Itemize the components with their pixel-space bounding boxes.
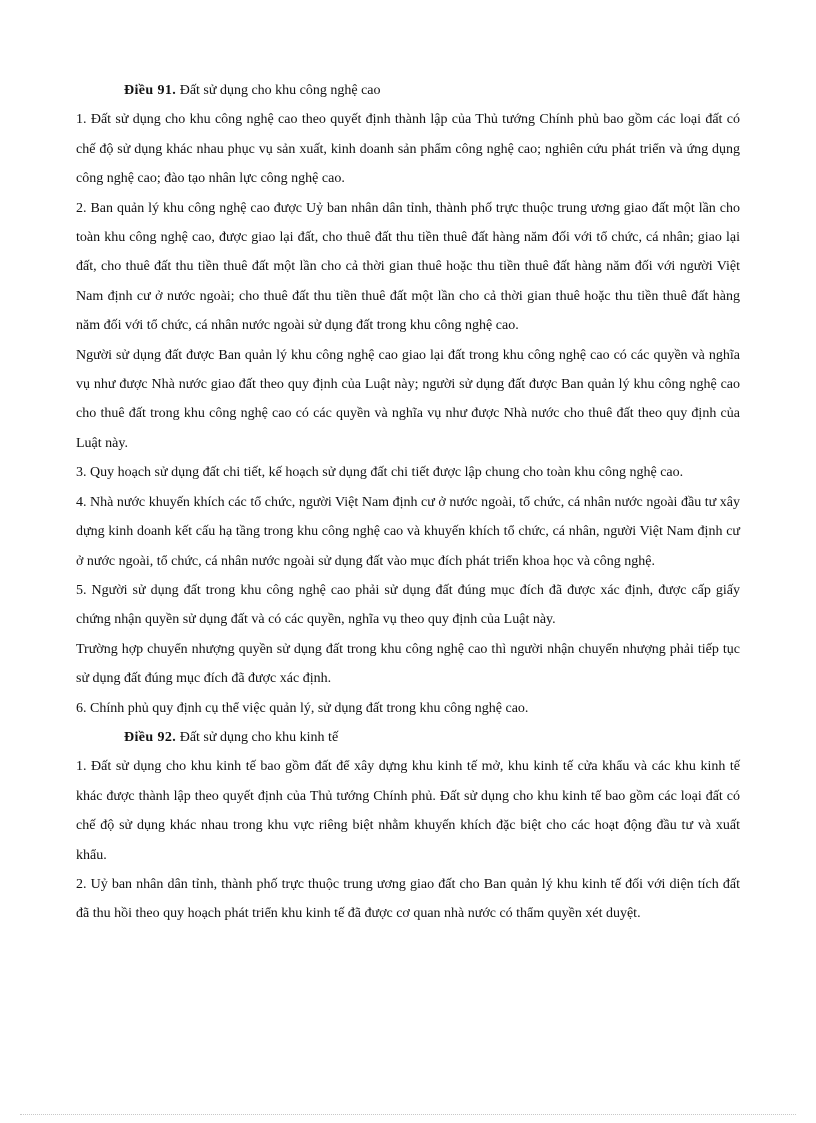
article-92-label: Điều 92. <box>124 729 177 745</box>
document-page <box>76 76 740 929</box>
article-92-title: Đất sử dụng cho khu kinh tế <box>179 729 339 745</box>
article-91-paragraph-2: 2. Ban quản lý khu công nghệ cao được Uỷ ban nhân dân tỉnh, thành phố trực thuộc trung ương giao đất một lần cho toàn khu công nghệ cao, được giao lại đất, cho thuê đất thu tiền thuê đất hàng năm đối với tổ chức, cá nhân; giao lại đất, cho thuê đất thu tiền thuê đất một lần cho cả thời gian thuê hoặc thu tiền thuê đất hàng năm đối với người Việt Nam định cư ở nước ngoài; cho thuê đất thu tiền thuê đất một lần cho cả thời gian thuê hoặc thu tiền thuê đất hàng năm đối với tổ chức, cá nhân nước ngoài sử dụng đất trong khu công nghệ cao. <box>76 200 740 334</box>
article-92-paragraph-2: 2. Uỷ ban nhân dân tỉnh, thành phố trực thuộc trung ương giao đất cho Ban quản lý khu kinh tế đối với diện tích đất đã thu hồi theo quy hoạch phát triển khu kinh tế đã được cơ quan nhà nước có thẩm quyền xét duyệt. <box>76 876 740 922</box>
article-91-paragraph-3: 3. Quy hoạch sử dụng đất chi tiết, kế hoạch sử dụng đất chi tiết được lập chung cho toàn khu công nghệ cao. <box>76 465 684 481</box>
article-91-paragraph-6: 6. Chính phủ quy định cụ thể việc quản lý, sử dụng đất trong khu công nghệ cao. <box>76 700 529 716</box>
article-91-paragraph-2-note: Người sử dụng đất được Ban quản lý khu công nghệ cao giao lại đất trong khu công nghệ cao có các quyền và nghĩa vụ như được Nhà nước giao đất theo quy định của Luật này; người sử dụng đất được Ban quản lý khu công nghệ cao cho thuê đất trong khu công nghệ cao có các quyền và nghĩa vụ như được Nhà nước cho thuê đất theo quy định của Luật này. <box>76 347 740 451</box>
page-bottom-divider <box>20 1114 796 1115</box>
article-91-paragraph-1: 1. Đất sử dụng cho khu công nghệ cao theo quyết định thành lập của Thủ tướng Chính phủ bao gồm các loại đất có chế độ sử dụng khác nhau phục vụ sản xuất, kinh doanh sản phẩm công nghệ cao; nghiên cứu phát triển và ứng dụng công nghệ cao; đào tạo nhân lực công nghệ cao. <box>76 112 740 187</box>
article-91-heading <box>76 76 740 105</box>
article-91-paragraph-5: 5. Người sử dụng đất trong khu công nghệ cao phải sử dụng đất đúng mục đích đã được xác định, được cấp giấy chứng nhận quyền sử dụng đất và có các quyền, nghĩa vụ theo quy định của Luật này. <box>76 582 740 628</box>
article-92-paragraph-1: 1. Đất sử dụng cho khu kinh tế bao gồm đất để xây dựng khu kinh tế mở, khu kinh tế cửa khẩu và các khu kinh tế khác được thành lập theo quyết định của Thủ tướng Chính phủ. Đất sử dụng cho khu kinh tế bao gồm các loại đất có chế độ sử dụng khác nhau trong khu vực riêng biệt nhằm khuyến khích đặc biệt cho các hoạt động đầu tư và xuất khẩu. <box>76 759 740 863</box>
article-91-paragraph-5-note: Trường hợp chuyển nhượng quyền sử dụng đất trong khu công nghệ cao thì người nhận chuyển nhượng phải tiếp tục sử dụng đất đúng mục đích đã được xác định. <box>76 641 740 687</box>
article-91-label: Điều 91. <box>124 83 177 98</box>
article-92-heading <box>76 723 740 752</box>
article-91-title: Đất sử dụng cho khu công nghệ cao <box>179 83 381 98</box>
article-91-paragraph-4: 4. Nhà nước khuyến khích các tổ chức, người Việt Nam định cư ở nước ngoài, tổ chức, cá nhân nước ngoài đầu tư xây dựng kinh doanh kết cấu hạ tầng trong khu công nghệ cao và khuyến khích tổ chức, cá nhân, người Việt Nam định cư ở nước ngoài, tổ chức, cá nhân nước ngoài sử dụng đất vào mục đích phát triển khoa học và công nghệ. <box>76 494 740 569</box>
